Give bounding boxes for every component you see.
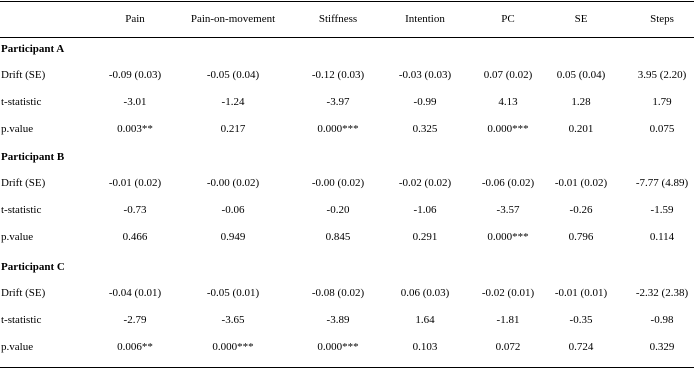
- table-cell: 1.64: [415, 314, 435, 326]
- drift-se-row: [0, 66, 694, 84]
- row-label: t-statistic: [1, 96, 42, 108]
- table-cell: -3.97: [326, 96, 350, 108]
- table-cell: -0.04 (0.01): [108, 287, 162, 299]
- table-cell: -0.02 (0.01): [481, 287, 535, 299]
- table-cell: 0.724: [568, 341, 594, 353]
- table-cell: 0.845: [325, 231, 351, 243]
- tstat-row: [0, 93, 694, 111]
- table-cell: 0.466: [122, 231, 148, 243]
- table-cell: 0.075: [649, 123, 675, 135]
- row-label: p.value: [1, 123, 34, 135]
- table-cell: -3.89: [326, 314, 350, 326]
- table-cell: 1.79: [652, 96, 672, 108]
- table-cell: -1.24: [221, 96, 245, 108]
- table-cell: 0.201: [568, 123, 594, 135]
- table-cell: 0.291: [412, 231, 438, 243]
- table-cell: -7.77 (4.89): [635, 177, 689, 189]
- drift-se-row: [0, 174, 694, 192]
- table-cell: -1.06: [413, 204, 437, 216]
- group-header-row: [0, 40, 694, 58]
- table-cell: 0.05 (0.04): [556, 69, 606, 81]
- table-cell: 0.003**: [117, 123, 153, 135]
- table-cell: -3.01: [123, 96, 147, 108]
- table-cell: -2.79: [123, 314, 147, 326]
- row-label: Drift (SE): [1, 69, 46, 81]
- header-rule: [0, 37, 694, 38]
- table-cell: 0.06 (0.03): [400, 287, 450, 299]
- table-cell: 0.006**: [117, 341, 153, 353]
- table-cell: -0.09 (0.03): [108, 69, 162, 81]
- tstat-row: [0, 201, 694, 219]
- table-cell: -0.06: [221, 204, 245, 216]
- pvalue-row: [0, 338, 694, 356]
- tstat-row: [0, 311, 694, 329]
- row-label: Drift (SE): [1, 177, 46, 189]
- table-bottom-rule: [0, 367, 694, 368]
- table-cell: 0.07 (0.02): [483, 69, 533, 81]
- table-cell: -0.01 (0.02): [554, 177, 608, 189]
- table-cell: -0.05 (0.01): [206, 287, 260, 299]
- table-cell: -0.03 (0.03): [398, 69, 452, 81]
- column-header-pc: PC: [501, 13, 515, 25]
- table-cell: 4.13: [498, 96, 518, 108]
- drift-se-row: [0, 284, 694, 302]
- row-label: t-statistic: [1, 314, 42, 326]
- table-cell: -0.20: [326, 204, 350, 216]
- table-cell: 0.000***: [487, 123, 529, 135]
- group-header-row: [0, 258, 694, 276]
- table-cell: -0.05 (0.04): [206, 69, 260, 81]
- participant-group-label: Participant B: [1, 151, 65, 163]
- table-cell: 0.000***: [317, 341, 359, 353]
- table-cell: -1.81: [496, 314, 520, 326]
- table-cell: -0.01 (0.02): [108, 177, 162, 189]
- column-header-pain: Pain: [125, 13, 145, 25]
- table-cell: -0.06 (0.02): [481, 177, 535, 189]
- row-label: p.value: [1, 231, 34, 243]
- table-cell: 0.072: [495, 341, 521, 353]
- table-cell: 0.329: [649, 341, 675, 353]
- column-header-stiffness: Stiffness: [318, 13, 358, 25]
- table-cell: -0.35: [569, 314, 593, 326]
- table-cell: -3.57: [496, 204, 520, 216]
- table-cell: 0.796: [568, 231, 594, 243]
- table-cell: -0.73: [123, 204, 147, 216]
- table-cell: -2.32 (2.38): [635, 287, 689, 299]
- table-cell: -0.98: [650, 314, 674, 326]
- table-cell: 0.949: [220, 231, 246, 243]
- column-header-pain-on-movement: Pain-on-movement: [190, 13, 276, 25]
- table-cell: -0.00 (0.02): [311, 177, 365, 189]
- table-cell: 3.95 (2.20): [637, 69, 687, 81]
- table-cell: 0.000***: [317, 123, 359, 135]
- table-cell: -0.00 (0.02): [206, 177, 260, 189]
- pvalue-row: [0, 228, 694, 246]
- table-cell: -0.02 (0.02): [398, 177, 452, 189]
- column-header-se: SE: [574, 13, 588, 25]
- table-cell: -0.08 (0.02): [311, 287, 365, 299]
- table-cell: 1.28: [571, 96, 591, 108]
- participant-group-label: Participant C: [1, 261, 65, 273]
- group-header-row: [0, 148, 694, 166]
- table-cell: 0.000***: [487, 231, 529, 243]
- table-cell: -1.59: [650, 204, 674, 216]
- table-cell: 0.325: [412, 123, 438, 135]
- row-label: t-statistic: [1, 204, 42, 216]
- participant-group-label: Participant A: [1, 43, 65, 55]
- column-header-steps: Steps: [650, 13, 674, 25]
- pvalue-row: [0, 120, 694, 138]
- table-cell: -0.01 (0.01): [554, 287, 608, 299]
- table-cell: -3.65: [221, 314, 245, 326]
- table-cell: -0.12 (0.03): [311, 69, 365, 81]
- table-cell: 0.103: [412, 341, 438, 353]
- table-cell: 0.114: [649, 231, 675, 243]
- header-row: [0, 10, 694, 28]
- row-label: p.value: [1, 341, 34, 353]
- table-cell: 0.000***: [212, 341, 254, 353]
- row-label: Drift (SE): [1, 287, 46, 299]
- table-cell: 0.217: [220, 123, 246, 135]
- table-cell: -0.26: [569, 204, 593, 216]
- column-header-intention: Intention: [405, 13, 445, 25]
- table-top-rule: [0, 1, 694, 2]
- table-cell: -0.99: [413, 96, 437, 108]
